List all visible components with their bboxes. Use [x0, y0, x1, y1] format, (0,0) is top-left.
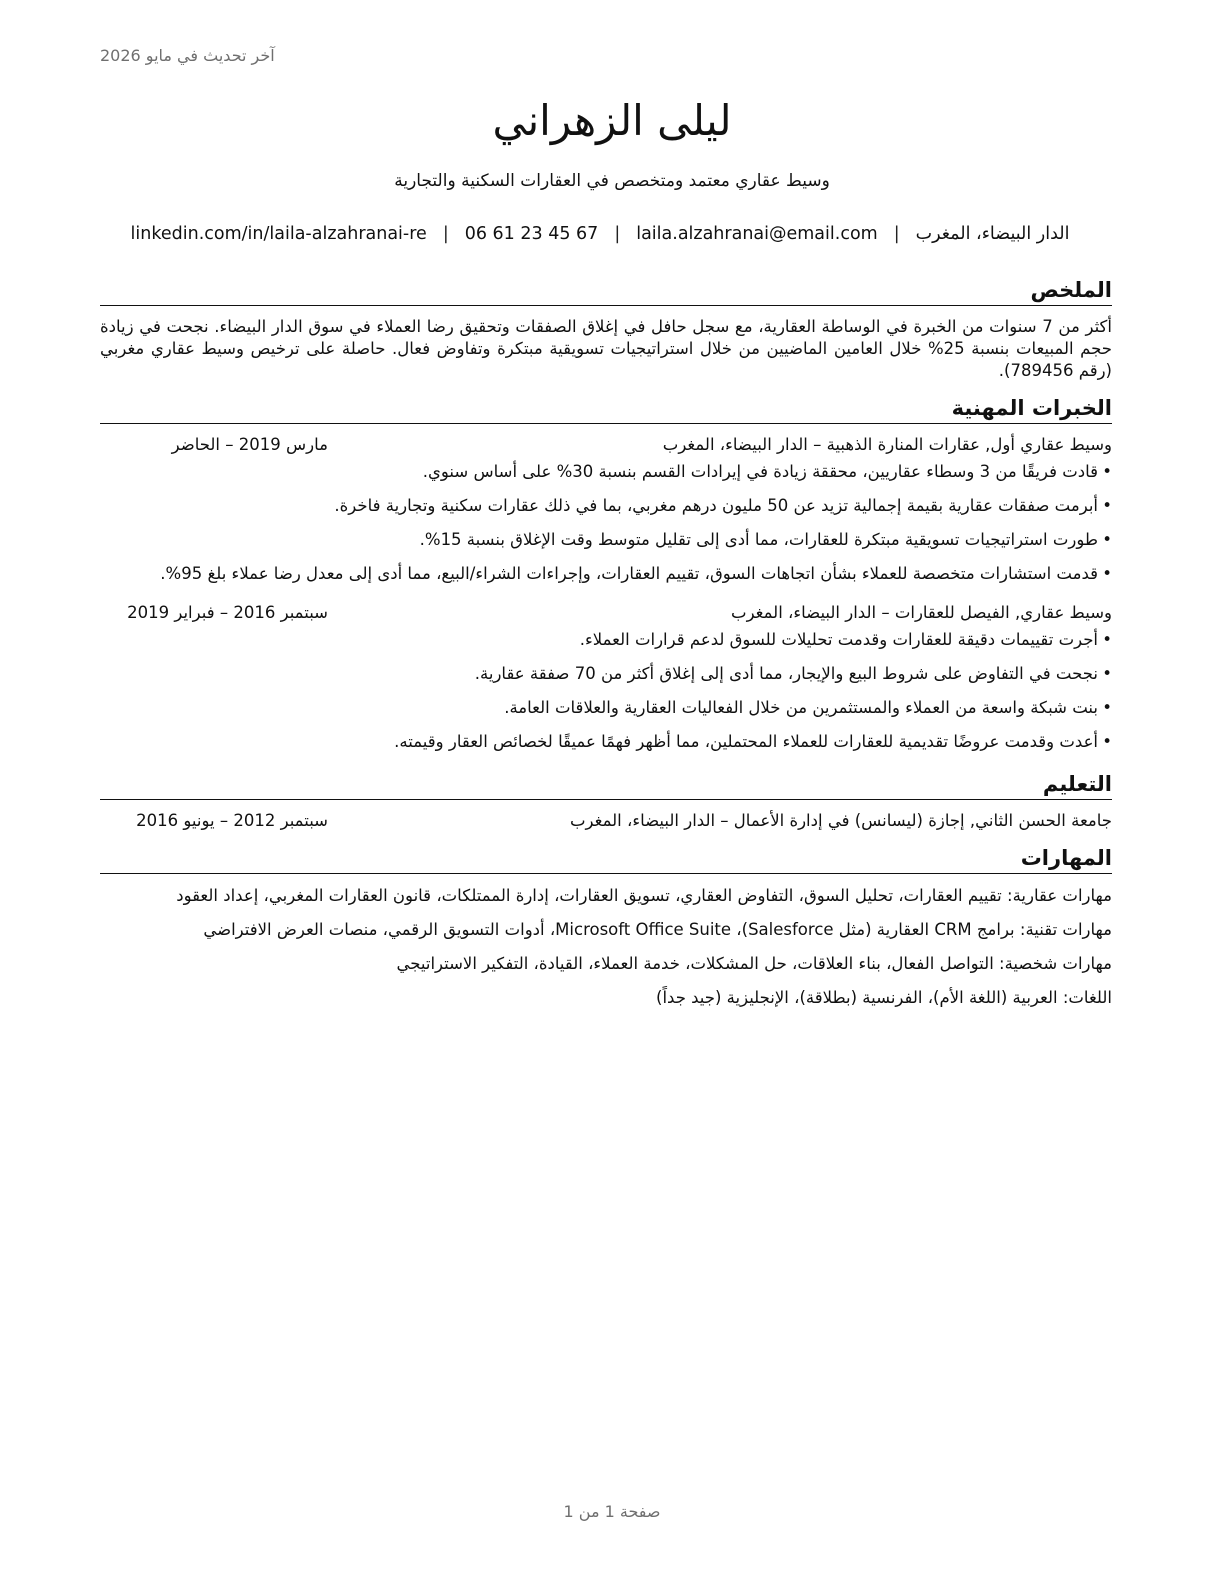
skills-line: اللغات: العربية (اللغة الأم)، الفرنسية (بطلاقة)، الإنجليزية (جيد جداً): [656, 988, 1112, 1007]
job-bullet: • أبرمت صفقات عقارية بقيمة إجمالية تزيد عن 50 مليون درهم مغربي، بما في ذلك عقارات سكنية وتجارية فاخرة.: [100, 494, 1112, 518]
section-title-education: التعليم: [100, 770, 1112, 800]
tagline: وسيط عقاري معتمد ومتخصص في العقارات السكنية والتجارية: [394, 171, 830, 191]
job-bullet: • طورت استراتيجيات تسويقية مبتكرة للعقارات، مما أدى إلى تقليل متوسط وقت الإغلاق بنسبة 15%.: [100, 528, 1112, 552]
education-degree: جامعة الحسن الثاني, إجازة (ليسانس) في إدارة الأعمال – الدار البيضاء، المغرب: [570, 811, 1112, 830]
job-header: [100, 602, 1112, 624]
last-updated: آخر تحديث في مايو 2026: [100, 46, 275, 65]
job-bullet: • أعدت وقدمت عروضًا تقديمية للعقارات للعملاء المحتملين، مما أظهر فهمًا عميقًا لخصائص العقار وقيمته.: [100, 730, 1112, 754]
job-entry: [100, 602, 1112, 754]
contact-separator: |: [442, 224, 449, 244]
section-title-skills: المهارات: [100, 844, 1112, 874]
job-bullet: • نجحت في التفاوض على شروط البيع والإيجار، مما أدى إلى إغلاق أكثر من 70 صفقة عقارية.: [100, 662, 1112, 686]
contact-linkedin: linkedin.com/in/laila-alzahranai-re: [130, 224, 427, 244]
section-title-experience: الخبرات المهنية: [100, 394, 1112, 424]
skills-line: مهارات عقارية: تقييم العقارات، تحليل السوق، التفاوض العقاري، تسويق العقارات، إدارة الممتلكات، قانون العقارات المغربي، إعداد العقود: [176, 886, 1112, 905]
education-dates: سبتمبر 2012 – يونيو 2016: [136, 811, 328, 830]
contact-separator: |: [614, 224, 621, 244]
contact-line: [100, 224, 1100, 244]
job-bullet: • بنت شبكة واسعة من العملاء والمستثمرين من خلال الفعاليات العقارية والعلاقات العامة.: [100, 696, 1112, 720]
contact-location: الدار البيضاء، المغرب: [915, 224, 1070, 244]
summary-text: أكثر من 7 سنوات من الخبرة في الوساطة العقارية، مع سجل حافل في إغلاق الصفقات وتحقيق رضا العملاء في سوق الدار البيضاء. نجحت في زيادة حجم المبيعات بنسبة 25% خلال العامين الماضيين من خلال استراتيجيات تسويقية مبتكرة وتفاوض فعال. حاصلة على ترخيص وسيط عقاري مغربي (رقم 789456).: [100, 317, 1112, 380]
skills-line: مهارات تقنية: برامج CRM العقارية (مثل Salesforce)، Microsoft Office Suite، أدوات التسويق الرقمي، منصات العرض الافتراضي: [203, 920, 1112, 939]
job-dates: مارس 2019 – الحاضر: [171, 435, 328, 454]
experience-section: [100, 394, 1112, 754]
page-number: صفحة 1 من 1: [563, 1502, 661, 1521]
skills-line: مهارات شخصية: التواصل الفعال، بناء العلاقات، حل المشكلات، خدمة العملاء، القيادة، التفكير الاستراتيجي: [396, 954, 1112, 973]
job-bullet: • أجرت تقييمات دقيقة للعقارات وقدمت تحليلات للسوق لدعم قرارات العملاء.: [100, 628, 1112, 652]
job-title: وسيط عقاري, الفيصل للعقارات – الدار البيضاء، المغرب: [731, 603, 1112, 622]
job-bullet: • قادت فريقًا من 3 وسطاء عقاريين، محققة زيادة في إيرادات القسم بنسبة 30% على أساس سنوي.: [100, 460, 1112, 484]
education-entry: [100, 810, 1112, 832]
job-header: [100, 434, 1112, 456]
section-title-summary: الملخص: [100, 276, 1112, 306]
candidate-name: ليلى الزهراني: [492, 96, 732, 145]
job-entry: [100, 434, 1112, 586]
skills-section: [100, 844, 1112, 1010]
summary-section: [100, 276, 1112, 382]
contact-phone: 06 61 23 45 67: [464, 224, 599, 244]
job-dates: سبتمبر 2016 – فبراير 2019: [127, 603, 328, 622]
resume-content: [100, 276, 1112, 1020]
job-bullet: • قدمت استشارات متخصصة للعملاء بشأن اتجاهات السوق، تقييم العقارات، وإجراءات الشراء/البيع، مما أدى إلى معدل رضا عملاء بلغ 95%.: [100, 562, 1112, 586]
job-title: وسيط عقاري أول, عقارات المنارة الذهبية – الدار البيضاء، المغرب: [662, 435, 1112, 454]
contact-email: laila.alzahranai@email.com: [636, 224, 878, 244]
education-section: [100, 770, 1112, 832]
job-bullets: [100, 628, 1112, 754]
job-bullets: [100, 460, 1112, 586]
contact-separator: |: [893, 224, 900, 244]
